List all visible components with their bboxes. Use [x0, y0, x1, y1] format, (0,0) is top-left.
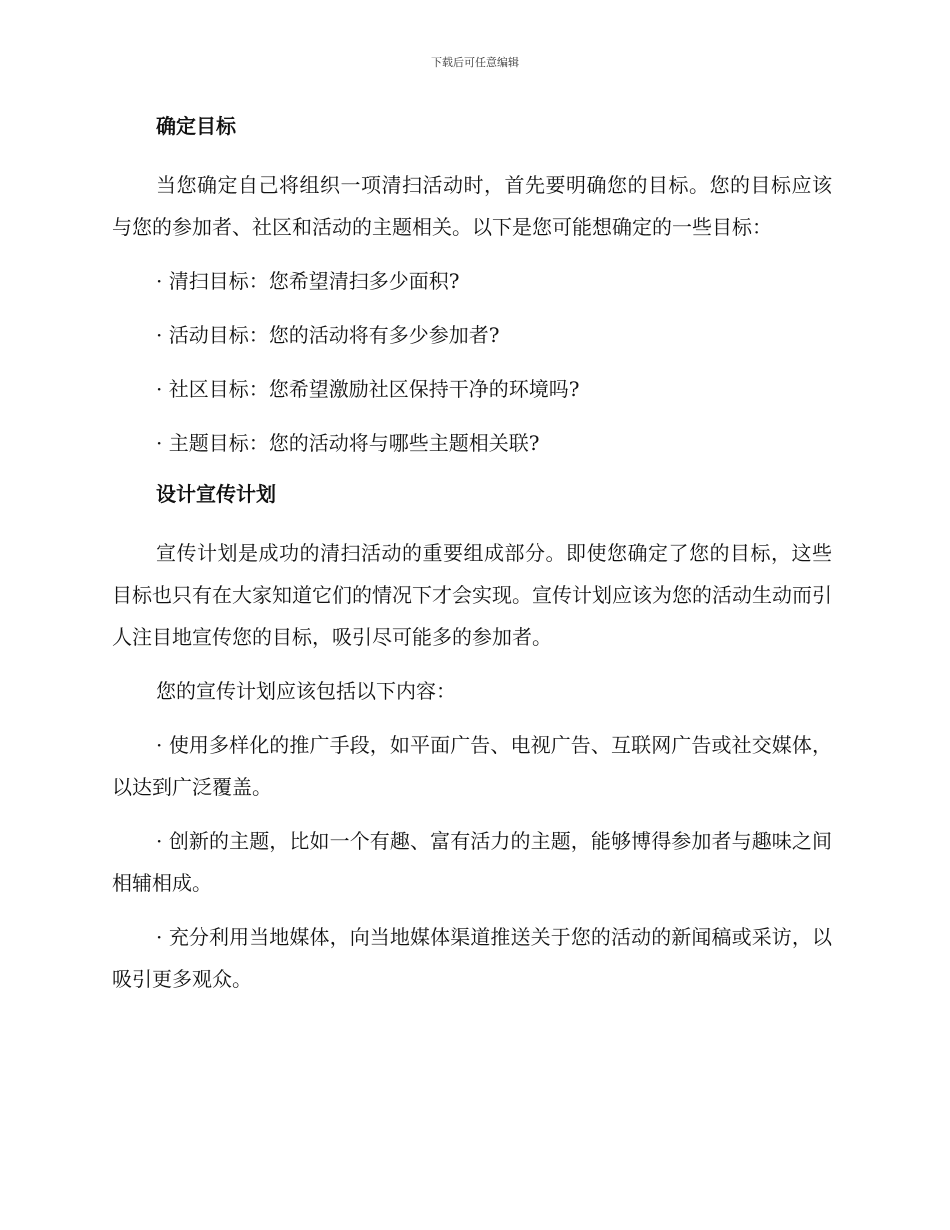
goal-bullet-theme: · 主题目标：您的活动将与哪些主题相关联? — [156, 431, 540, 455]
promotion-lead-paragraph: 您的宣传计划应该包括以下内容： — [156, 679, 456, 703]
goal-bullet-community: · 社区目标：您希望激励社区保持干净的环境吗? — [156, 377, 580, 401]
document-body — [112, 108, 832, 1012]
goal-bullet-activity: · 活动目标：您的活动将有多少参加者? — [156, 323, 500, 347]
promotion-bullet-theme: · 创新的主题，比如一个有趣、富有活力的主题，能够博得参加者与趣味之间相辅相成。 — [112, 829, 832, 895]
promotion-intro-paragraph: 宣传计划是成功的清扫活动的重要组成部分。即使您确定了您的目标，这些目标也只有在大家知道它们的情况下才会实现。宣传计划应该为您的活动生动而引人注目地宣传您的目标，吸引尽可能多的参加者。 — [112, 541, 832, 649]
promotion-bullet-channels: · 使用多样化的推广手段，如平面广告、电视广告、互联网广告或社交媒体，以达到广泛覆盖。 — [112, 733, 832, 799]
promotion-bullet-media: · 充分利用当地媒体，向当地媒体渠道推送关于您的活动的新闻稿或采访，以吸引更多观众。 — [112, 925, 832, 991]
page-header-note: 下载后可任意编辑 — [431, 56, 519, 69]
section-heading-promotion: 设计宣传计划 — [156, 482, 276, 506]
goals-intro-paragraph: 当您确定自己将组织一项清扫活动时，首先要明确您的目标。您的目标应该与您的参加者、社区和活动的主题相关。以下是您可能想确定的一些目标： — [112, 173, 832, 239]
section-heading-goals: 确定目标 — [156, 114, 236, 138]
goal-bullet-cleanup: · 清扫目标：您希望清扫多少面积? — [156, 269, 460, 293]
